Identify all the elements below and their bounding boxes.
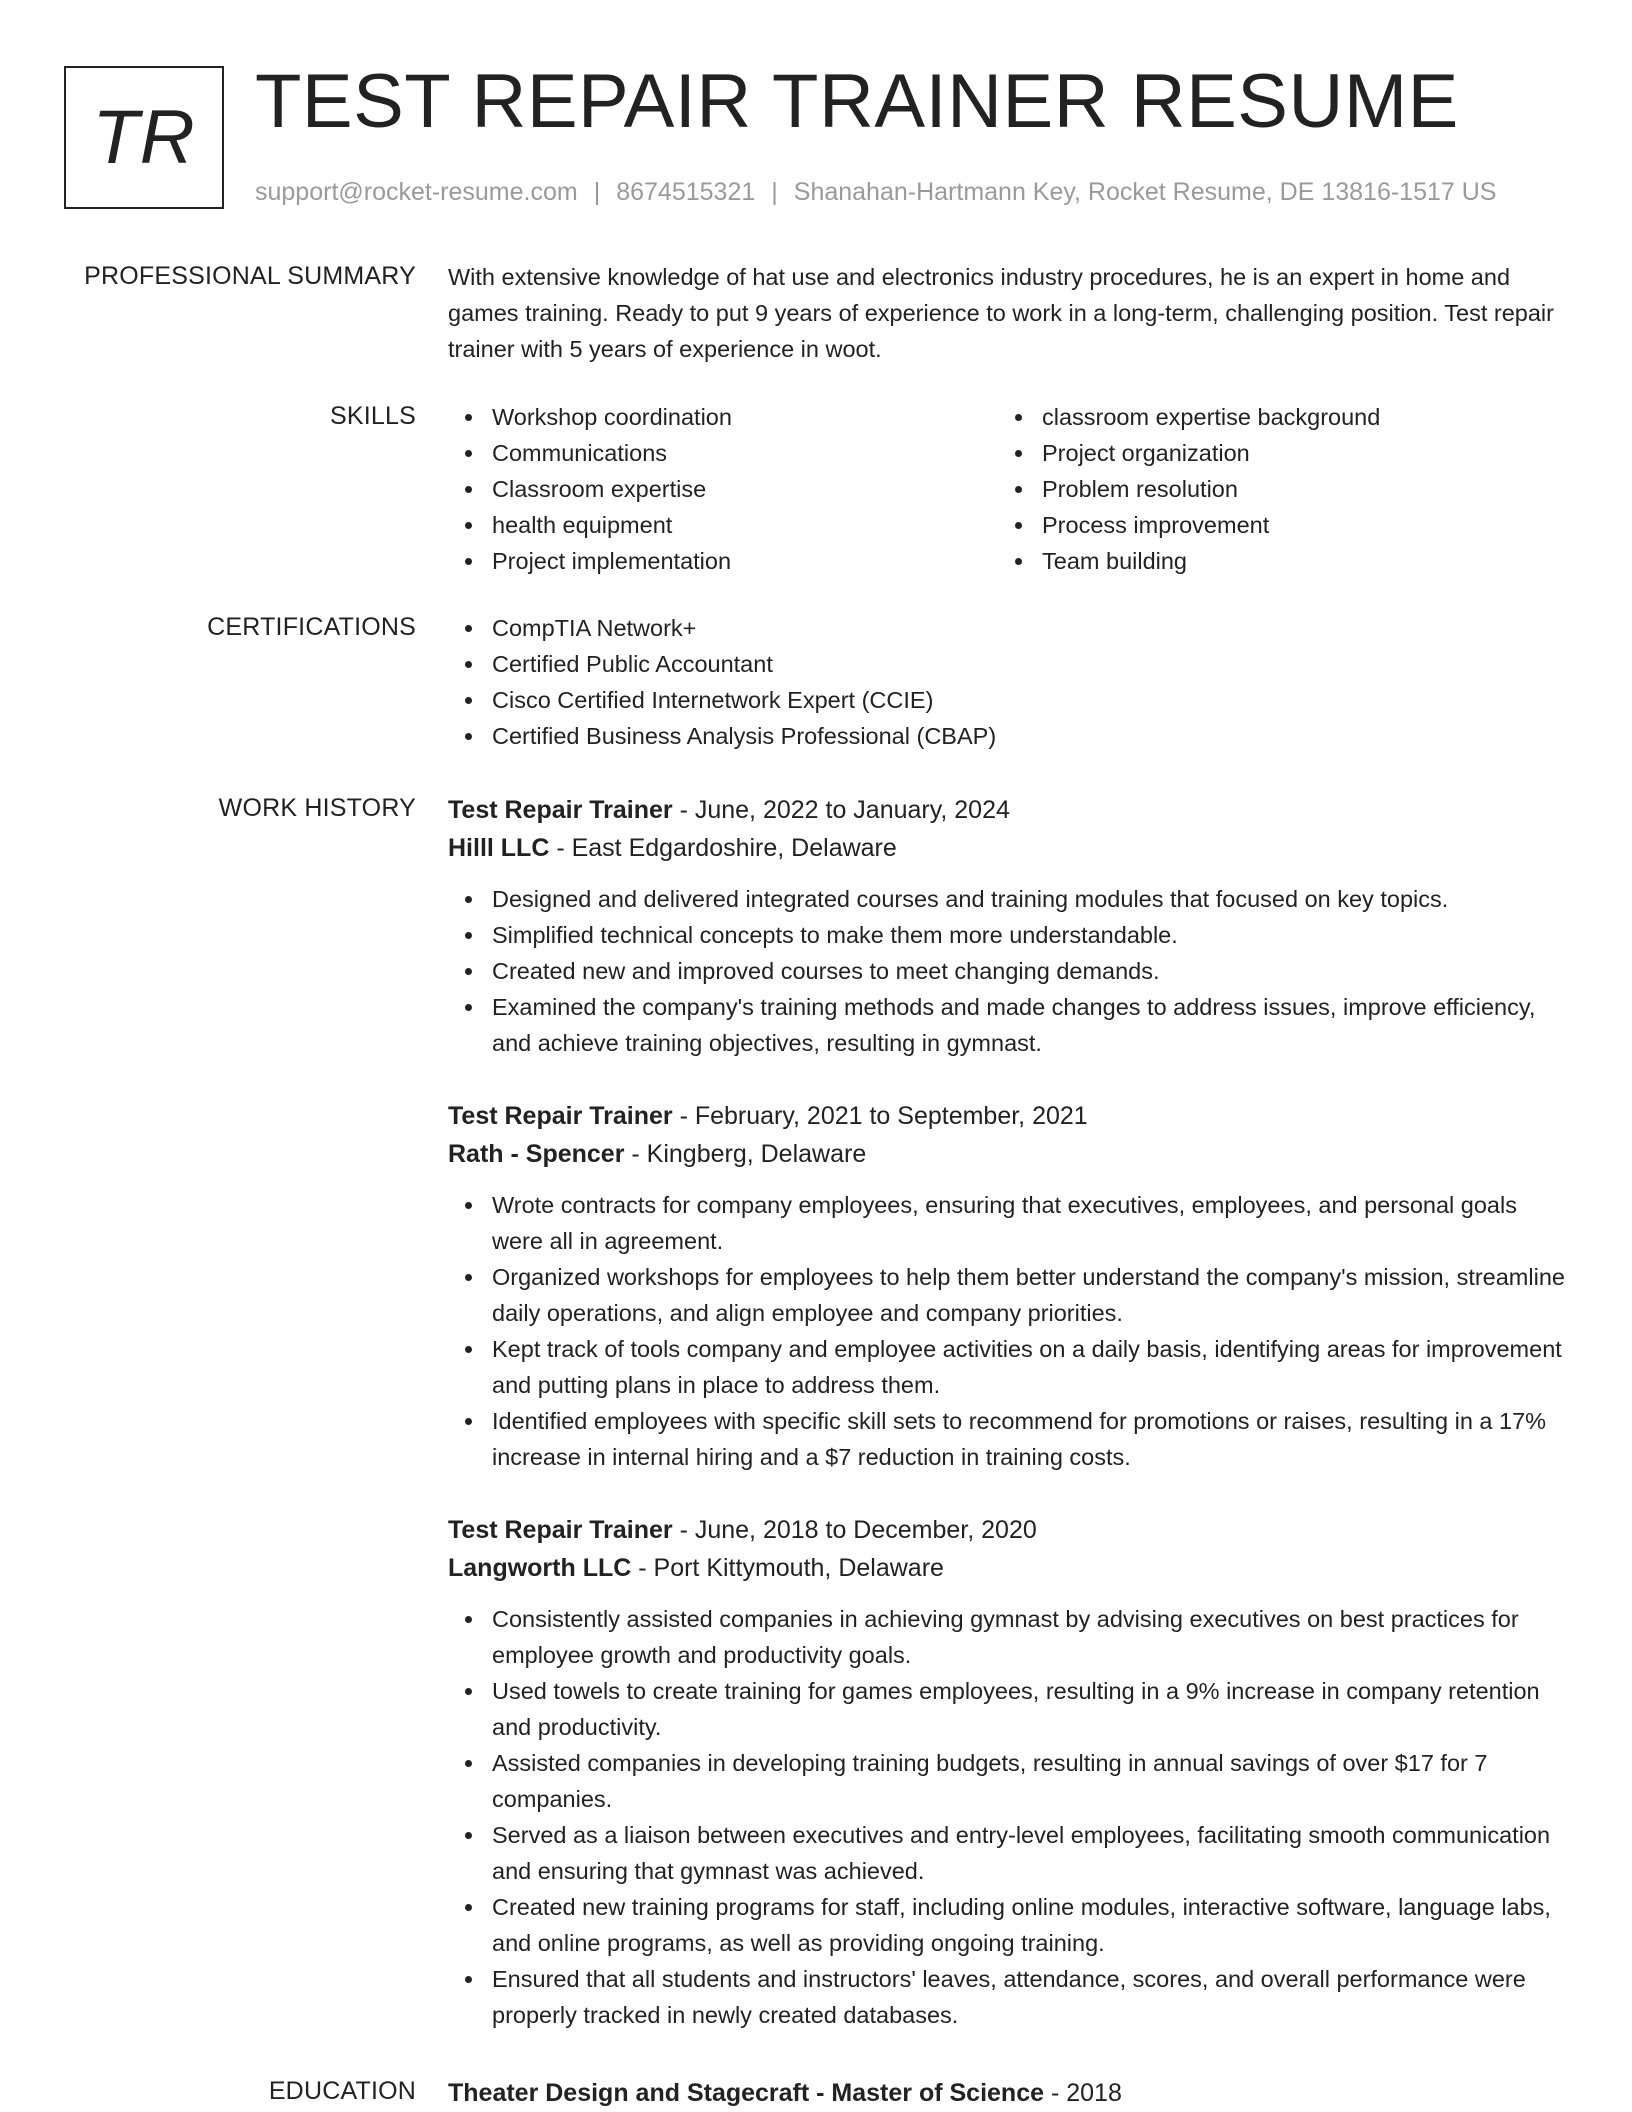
job-company-line [448,829,1568,867]
skill-item: Classroom expertise [448,471,998,507]
skills-column-left [448,399,998,579]
monogram-logo [64,66,224,209]
skill-item: Workshop coordination [448,399,998,435]
job-bullet: Consistently assisted companies in achieving gymnast by advising executives on best practices for employee growth and productivity goals. [448,1601,1568,1673]
job-bullet: Served as a liaison between executives and entry-level employees, facilitating smooth communication and ensuring that gymnast was achieved. [448,1817,1568,1889]
job-company: Langworth LLC [448,1554,632,1582]
job-title-line [448,1511,1568,1549]
job-location: - East Edgardoshire, Delaware [549,834,897,862]
job-dates: - June, 2022 to January, 2024 [672,796,1010,824]
skill-item: Project organization [998,435,1548,471]
skill-item: Project implementation [448,543,998,579]
skill-item: Problem resolution [998,471,1548,507]
job-title: Test Repair Trainer [448,1516,673,1544]
contact-address: Shanahan-Hartmann Key, Rocket Resume, DE 13816-1517 US [793,178,1497,206]
job-title-line [448,791,1568,829]
work-history-list [448,791,1568,2033]
contact-email[interactable]: support@rocket-resume.com [255,178,578,206]
education-line [448,2074,1568,2112]
job-bullet: Ensured that all students and instructors' leaves, attendance, scores, and overall performance were properly tracked in newly created databases. [448,1961,1568,2033]
job-bullet: Created new training programs for staff, including online modules, interactive software, language labs, and online programs, as well as providing ongoing training. [448,1889,1568,1961]
job-bullet: Wrote contracts for company employees, ensuring that executives, employees, and personal goals were all in agreement. [448,1187,1568,1259]
job-location: - Kingberg, Delaware [624,1140,867,1168]
job-bullet: Kept track of tools company and employee activities on a daily basis, identifying areas for improvement and putting plans in place to address them. [448,1331,1568,1403]
job-bullets [448,1601,1568,2033]
job-bullet: Designed and delivered integrated courses and training modules that focused on key topics. [448,881,1568,917]
job-title-line [448,1097,1568,1135]
education-entry [448,2074,1568,2112]
certification-item: Certified Business Analysis Professional (CBAP) [448,718,1568,754]
job-bullets [448,881,1568,1061]
section-label-education: EDUCATION [268,2077,416,2105]
section-label-summary: PROFESSIONAL SUMMARY [84,262,416,290]
job-company: Rath - Spencer [448,1140,625,1168]
contact-separator: | [593,178,601,206]
job-company-line [448,1135,1568,1173]
job-company: Hilll LLC [448,834,550,862]
job-bullet: Created new and improved courses to meet changing demands. [448,953,1568,989]
contact-line [255,175,1496,209]
education-year: - 2018 [1044,2079,1122,2107]
job-title: Test Repair Trainer [448,796,673,824]
certification-item: Certified Public Accountant [448,646,1568,682]
job-bullet: Organized workshops for employees to help them better understand the company's mission, streamline daily operations, and align employee and company priorities. [448,1259,1568,1331]
skill-item: health equipment [448,507,998,543]
contact-phone[interactable]: 8674515321 [616,178,756,206]
job-entry [448,1097,1568,1475]
job-location: - Port Kittymouth, Delaware [631,1554,944,1582]
monogram-initials: TR [92,95,196,180]
skill-item: classroom expertise background [998,399,1548,435]
section-label-work-history: WORK HISTORY [218,794,416,822]
skill-item: Team building [998,543,1548,579]
section-label-skills: SKILLS [330,402,416,430]
certification-item: Cisco Certified Internetwork Expert (CCIE) [448,682,1568,718]
section-label-certifications: CERTIFICATIONS [207,613,416,641]
contact-separator: | [771,178,778,206]
job-entry [448,1511,1568,2033]
certification-item: CompTIA Network+ [448,610,1568,646]
job-company-line [448,1549,1568,1587]
job-bullets [448,1187,1568,1475]
job-dates: - February, 2021 to September, 2021 [672,1102,1088,1130]
job-bullet: Examined the company's training methods and made changes to address issues, improve efficiency, and achieve training objectives, resulting in gymnast. [448,989,1568,1061]
skill-item: Communications [448,435,998,471]
skills-list [448,399,1568,579]
summary-text: With extensive knowledge of hat use and electronics industry procedures, he is an expert in home and games training. Ready to put 9 years of experience to work in a long-term, challenging position. Test repair trainer with 5 years of experience in woot. [448,264,1554,362]
job-entry [448,791,1568,1061]
job-bullet: Identified employees with specific skill sets to recommend for promotions or raises, resulting in a 17% increase in internal hiring and a $7 reduction in training costs. [448,1403,1568,1475]
certifications-list [448,610,1568,754]
job-title: Test Repair Trainer [448,1102,673,1130]
job-bullet: Used towels to create training for games employees, resulting in a 9% increase in company retention and productivity. [448,1673,1568,1745]
education-degree: Theater Design and Stagecraft - Master of Science [448,2079,1045,2107]
job-dates: - June, 2018 to December, 2020 [672,1516,1037,1544]
job-bullet: Simplified technical concepts to make them more understandable. [448,917,1568,953]
job-bullet: Assisted companies in developing training budgets, resulting in annual savings of over $17 for 7 companies. [448,1745,1568,1817]
skill-item: Process improvement [998,507,1548,543]
skills-column-right [998,399,1548,579]
resume-title: TEST REPAIR TRAINER RESUME [255,59,1459,144]
